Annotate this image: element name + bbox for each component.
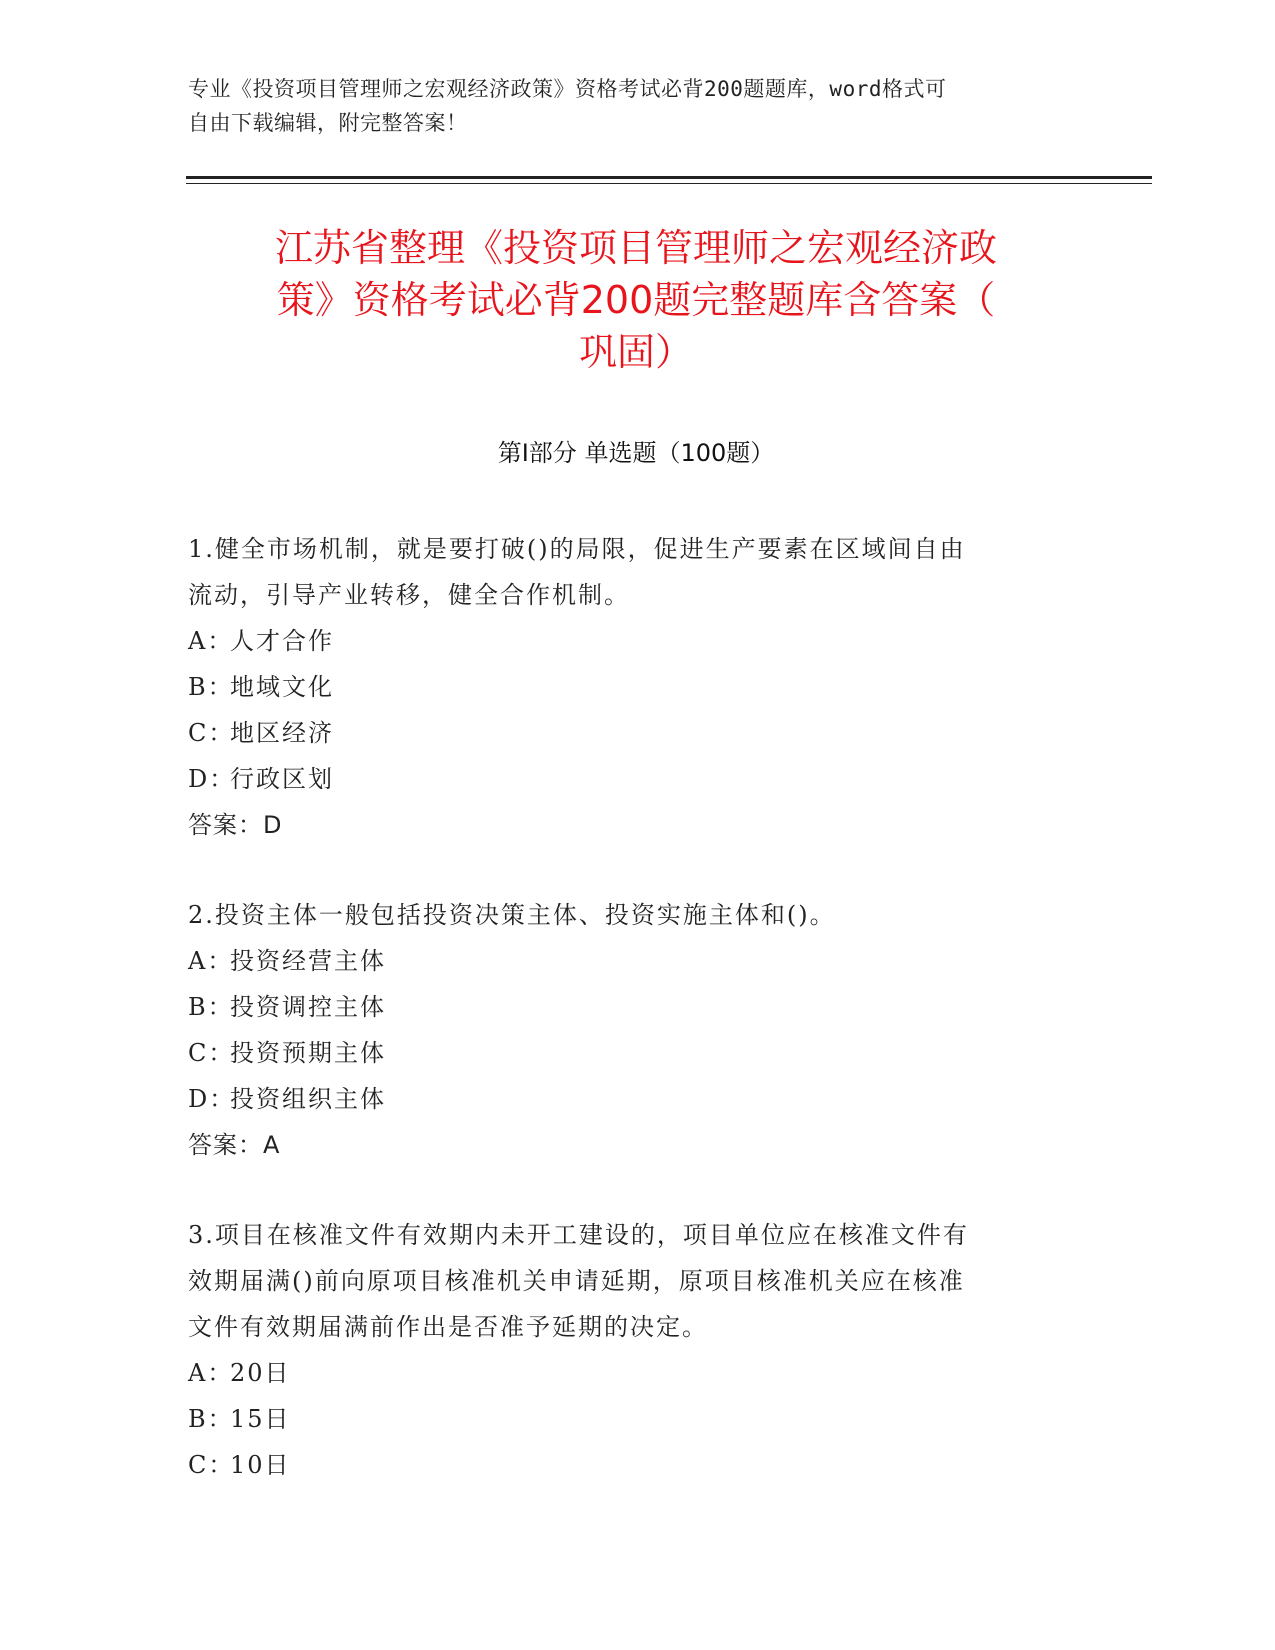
option-key: A： xyxy=(188,627,234,655)
option-text: 地域文化 xyxy=(230,673,334,701)
option-text: 投资调控主体 xyxy=(230,993,386,1021)
option-key: A： xyxy=(188,1359,234,1387)
option-text: 15日 xyxy=(230,1405,291,1433)
option-text: 投资预期主体 xyxy=(230,1039,386,1067)
option-key: C： xyxy=(188,719,235,747)
answer: 答案：A xyxy=(188,1131,281,1159)
header-divider-thin xyxy=(186,183,1152,184)
question-stem-line: 2.投资主体一般包括投资决策主体、投资实施主体和()。 xyxy=(188,901,836,929)
section-title: 第Ⅰ部分 单选题（100题） xyxy=(497,439,775,467)
document-title xyxy=(186,222,1086,378)
option-c xyxy=(188,710,1068,756)
option-text: 人才合作 xyxy=(230,627,334,655)
option-text: 行政区划 xyxy=(230,765,334,793)
option-b xyxy=(188,664,1068,710)
option-a xyxy=(188,938,1068,984)
question-stem-line: 效期届满()前向原项目核准机关申请延期，原项目核准机关应在核准 xyxy=(188,1267,965,1295)
document-title-line-3: 巩固） xyxy=(578,330,693,374)
question-3 xyxy=(188,1212,1068,1488)
option-text: 地区经济 xyxy=(230,719,334,747)
question-stem-line: 文件有效期届满前作出是否准予延期的决定。 xyxy=(188,1313,708,1341)
option-text: 投资组织主体 xyxy=(230,1085,386,1113)
option-key: B： xyxy=(188,673,234,701)
option-key: C： xyxy=(188,1451,235,1479)
option-b xyxy=(188,1396,1068,1442)
question-list xyxy=(188,526,1068,1532)
header-note-line-1: 专业《投资项目管理师之宏观经济政策》资格考试必背200题题库，word格式可 xyxy=(188,77,947,101)
question-stem-line: 1.健全市场机制，就是要打破()的局限，促进生产要素在区域间自由 xyxy=(188,535,966,563)
option-b xyxy=(188,984,1068,1030)
option-key: B： xyxy=(188,1405,234,1433)
question-2 xyxy=(188,892,1068,1168)
option-text: 投资经营主体 xyxy=(230,947,386,975)
answer: 答案：D xyxy=(188,811,283,839)
option-c xyxy=(188,1030,1068,1076)
option-key: D： xyxy=(188,765,236,793)
header-divider-thick xyxy=(186,176,1152,179)
option-key: A： xyxy=(188,947,234,975)
option-c xyxy=(188,1442,1068,1488)
question-1 xyxy=(188,526,1068,848)
document-title-line-2: 策》资格考试必背200题完整题库含答案（ xyxy=(276,278,996,322)
option-d xyxy=(188,1076,1068,1122)
option-a xyxy=(188,1350,1068,1396)
option-a xyxy=(188,618,1068,664)
option-text: 20日 xyxy=(230,1359,291,1387)
option-key: B： xyxy=(188,993,234,1021)
option-d xyxy=(188,756,1068,802)
option-key: D： xyxy=(188,1085,236,1113)
document-title-line-1: 江苏省整理《投资项目管理师之宏观经济政 xyxy=(274,226,997,270)
option-key: C： xyxy=(188,1039,235,1067)
question-stem-line: 流动，引导产业转移，健全合作机制。 xyxy=(188,581,630,609)
header-note xyxy=(188,72,1088,140)
header-note-line-2: 自由下载编辑，附完整答案！ xyxy=(188,111,468,135)
question-stem-line: 3.项目在核准文件有效期内未开工建设的，项目单位应在核准文件有 xyxy=(188,1221,969,1249)
option-text: 10日 xyxy=(230,1451,291,1479)
